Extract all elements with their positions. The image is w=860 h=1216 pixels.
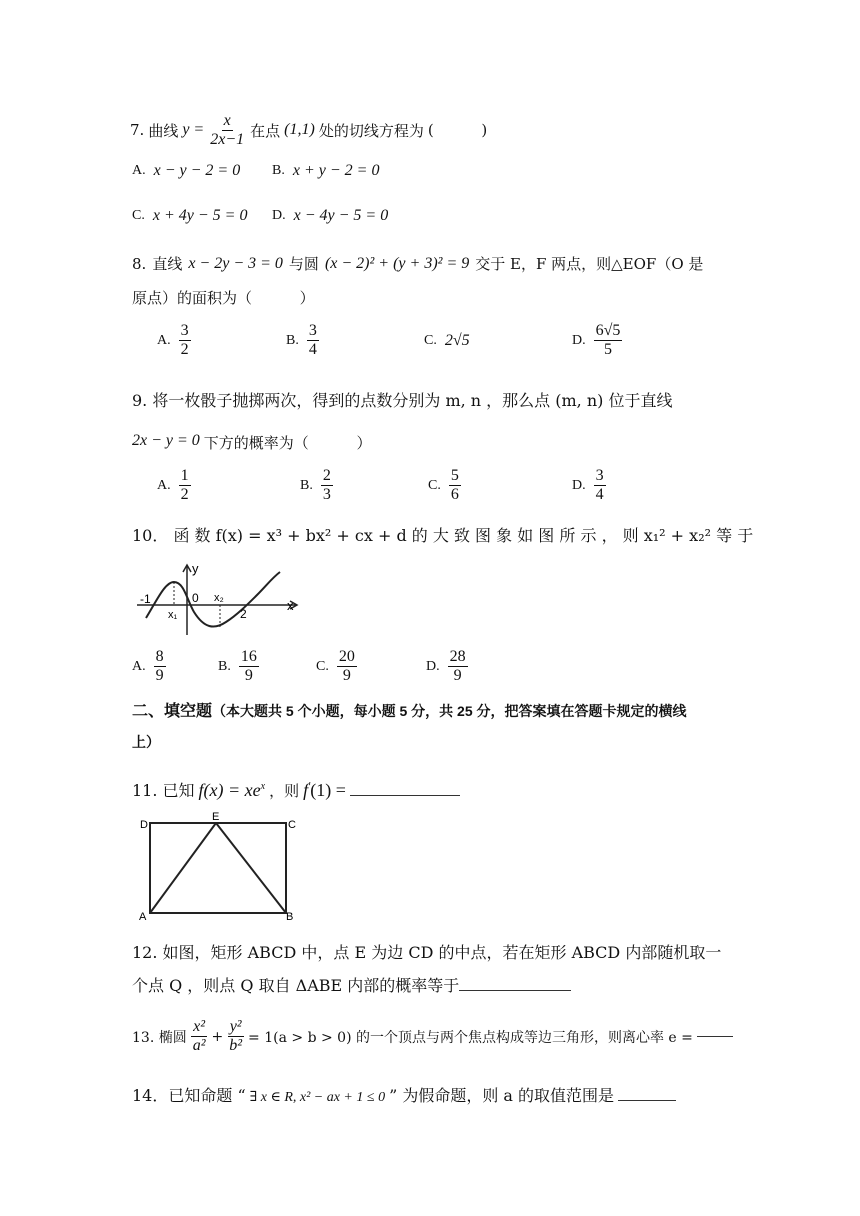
q7-option-d: D. x − 4y − 5 = 0 bbox=[272, 207, 389, 224]
section-2-heading: 二、填空题（本大题共 5 个小题，每小题 5 分，共 25 分，把答案填在答题卡规定的横线 bbox=[132, 703, 687, 720]
rect-label-d: D bbox=[140, 819, 148, 831]
q8-option-c: C. 2√5 bbox=[424, 332, 470, 349]
q10-option-d: D. $\frac{28}{9}$ bbox=[426, 648, 466, 684]
q13-answer-blank[interactable] bbox=[697, 1036, 733, 1037]
q7-option-b: B. x + y − 2 = 0 bbox=[272, 162, 380, 179]
q10-option-c: C. $\frac{20}{9}$ bbox=[316, 648, 355, 684]
q10-option-b: B. $\frac{16}{9}$ bbox=[218, 648, 257, 684]
q8-option-b: B. $\frac{3}{4}$ bbox=[286, 322, 317, 358]
q7-option-a: A. x − y − 2 = 0 bbox=[132, 162, 241, 179]
q11-stem: 11. 已知 $f(x) = xe^x$ ，则 f'(1) = bbox=[132, 778, 460, 801]
q8-option-d: D. $\frac{6√5}{5}$ bbox=[572, 322, 621, 358]
q8-option-a: A. $\frac{3}{2}$ bbox=[157, 322, 189, 358]
q9-option-a: A. $\frac{1}{2}$ bbox=[157, 467, 189, 503]
graph-y-label: y bbox=[192, 561, 199, 576]
graph-x1-label: x₁ bbox=[168, 609, 178, 621]
q10-option-a: A. $\frac{8}{9}$ bbox=[132, 648, 164, 684]
q9-line2: 2x − y = 0 下方的概率为（ ） bbox=[132, 432, 372, 452]
q7-option-c: C. x + 4y − 5 = 0 bbox=[132, 207, 248, 224]
rect-figure bbox=[138, 812, 298, 922]
rect-label-b: B bbox=[286, 911, 294, 922]
q8-line2: 原点）的面积为（ ） bbox=[132, 289, 315, 307]
graph-two-label: 2 bbox=[240, 607, 247, 621]
graph-x2-label: x₂ bbox=[214, 592, 224, 604]
graph-neg1-label: -1 bbox=[140, 592, 151, 606]
section-2-heading-cont: 上） bbox=[132, 734, 160, 750]
q13-stem: 13. 椭圆 $\frac{\text{x²}}{\text{a²}}$ + $\frac{\text{y²}}{\text{b²}}$ = 1(a > b > 0) 的一个顶点与两个焦点构成等边三角形，则离心率 e = bbox=[132, 1018, 733, 1055]
q9-line1: 9. 将一枚骰子抛掷两次，得到的点数分别为 m, n ，那么点 (m, n) 位于直线 bbox=[132, 391, 673, 410]
q12-line2: 个点 Q ，则点 Q 取自 ΔABE 内部的概率等于 bbox=[132, 973, 571, 996]
q10-line1: 10． 函 数 f(x) = x³ + bx² + cx + d 的 大 致 图 象 如 图 所 示 ， 则 x₁² + x₂² 等 于 bbox=[132, 526, 754, 545]
q7-text: 7. bbox=[130, 121, 145, 139]
q8-stem: 8. 直线 x − 2y − 3 = 0 与圆 (x − 2)² + (y + 3)² = 9 交于 E，F 两点，则△EOF（O 是 bbox=[132, 254, 704, 273]
q9-option-d: D. $\frac{3}{4}$ bbox=[572, 467, 604, 503]
q7-fraction: $\frac{x}{2x-1}$ bbox=[210, 111, 245, 148]
q10-graph bbox=[132, 560, 307, 640]
q12-answer-blank[interactable] bbox=[459, 990, 571, 991]
rect-label-c: C bbox=[288, 819, 296, 831]
q7-stem: 7. 曲线 y = $\frac{x}{2x-1}$ 在点 (1,1) 处的切线方程为 ( ) bbox=[130, 111, 488, 148]
q12-line1: 12. 如图，矩形 ABCD 中，点 E 为边 CD 的中点，若在矩形 ABCD 内部随机取一 bbox=[132, 943, 722, 962]
q9-option-c: C. $\frac{5}{6}$ bbox=[428, 467, 459, 503]
q14-answer-blank[interactable] bbox=[618, 1100, 676, 1101]
graph-x-label: x bbox=[287, 598, 294, 613]
q11-answer-blank[interactable] bbox=[350, 795, 460, 796]
rect-label-e: E bbox=[212, 812, 220, 823]
graph-zero-label: 0 bbox=[192, 591, 199, 605]
q14-stem: 14．已知命题 “ ∃ x ∈ R, x² − ax + 1 ≤ 0 ” 为假命题，则 a 的取值范围是 bbox=[132, 1083, 676, 1106]
rect-label-a: A bbox=[139, 911, 147, 922]
q9-option-b: B. $\frac{2}{3}$ bbox=[300, 467, 331, 503]
